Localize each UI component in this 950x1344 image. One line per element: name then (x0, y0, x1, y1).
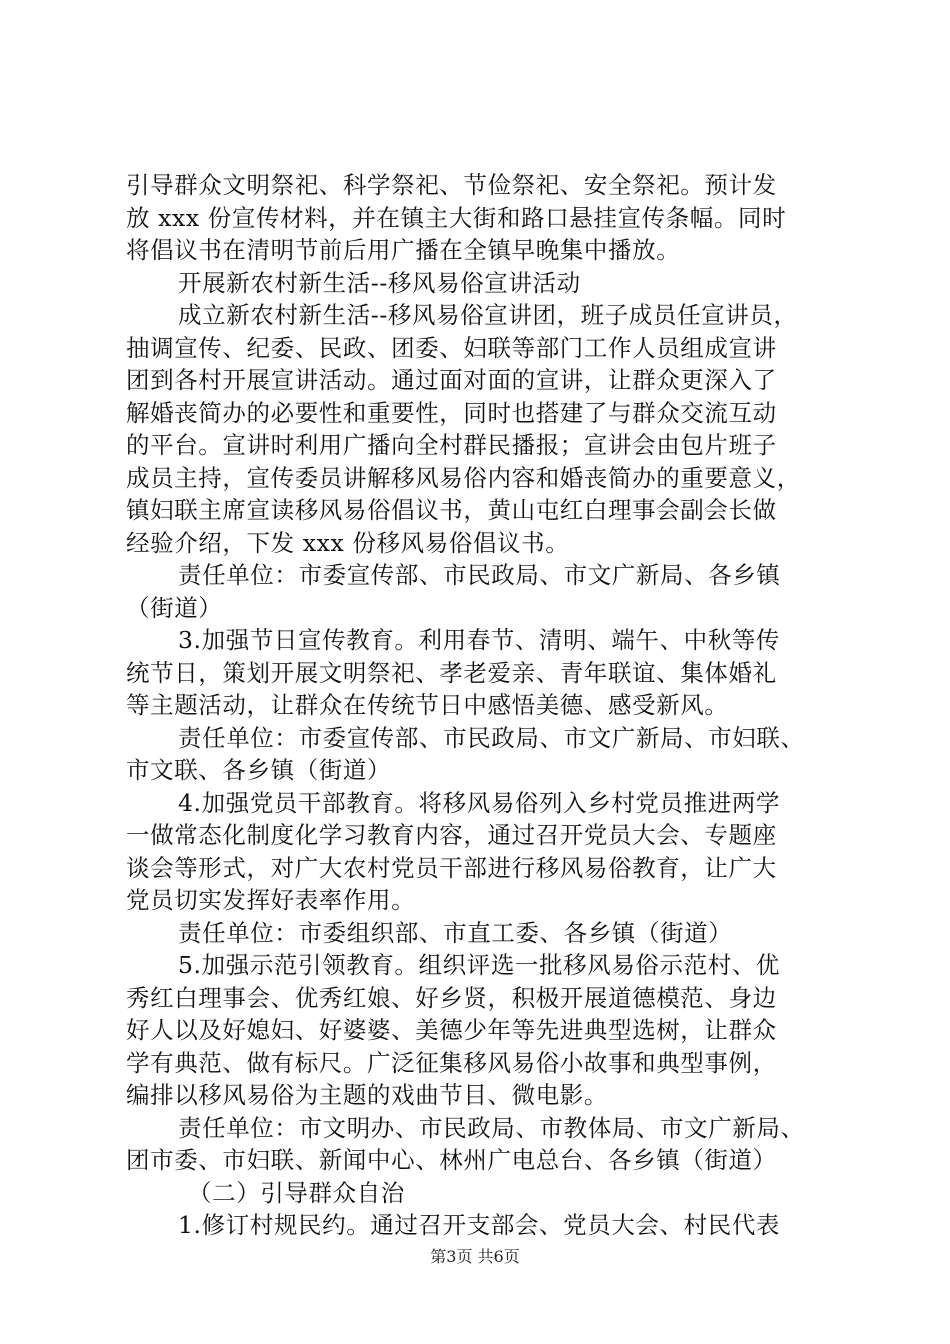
text-line: 责任单位：市文明办、市民政局、市教体局、市文广新局、 (178, 1113, 805, 1142)
text-line: 学有典范、做有标尺。广泛征集移风易俗小故事和典型事例， (126, 1048, 777, 1077)
text-line: 成员主持，宣传委员讲解移风易俗内容和婚丧简办的重要意义， (126, 463, 801, 492)
text-line: 好人以及好媳妇、好婆婆、美德少年等先进典型选树，让群众 (126, 1016, 777, 1044)
text-line: 一做常态化制度化学习教育内容，通过召开党员大会、专题座 (126, 821, 777, 849)
text-line: 镇妇联主席宣读移风易俗倡议书，黄山屯红白理事会副会长做 (126, 496, 777, 524)
text-line: 解婚丧简办的必要性和重要性，同时也搭建了与群众交流互动 (126, 398, 777, 427)
text-line: 成立新农村新生活--移风易俗宣讲团，班子成员任宣讲员， (178, 301, 798, 329)
page-footer: 第3页 共6页 (430, 1247, 520, 1266)
text-line: 等主题活动，让群众在传统节日中感悟美德、感受新风。 (126, 691, 729, 719)
text-line: 党员切实发挥好表率作用。 (126, 886, 416, 914)
text-line: 将倡议书在清明节前后用广播在全镇早晚集中播放。 (126, 236, 681, 264)
text-line: 放 xxx 份宣传材料，并在镇主大街和路口悬挂宣传条幅。同时 (126, 203, 787, 232)
text-line: 责任单位：市委组织部、市直工委、各乡镇（街道） (178, 918, 733, 947)
text-line: （街道） (126, 593, 223, 622)
text-line: 统节日，策划开展文明祭祀、孝老爱亲、青年联谊、集体婚礼 (126, 658, 777, 687)
text-line: 责任单位：市委宣传部、市民政局、市文广新局、市妇联、 (178, 723, 805, 752)
text-line: 3.加强节日宣传教育。利用春节、清明、端午、中秋等传 (178, 626, 781, 654)
text-line: 经验介绍，下发 xxx 份移风易俗倡议书。 (126, 528, 570, 557)
text-line: 引导群众文明祭祀、科学祭祀、节俭祭祀、安全祭祀。预计发 (126, 171, 777, 199)
text-line: 编排以移风易俗为主题的戏曲节目、微电影。 (126, 1081, 608, 1109)
text-line: 抽调宣传、纪委、民政、团委、妇联等部门工作人员组成宣讲 (126, 333, 777, 362)
text-line: 谈会等形式，对广大农村党员干部进行移风易俗教育，让广大 (126, 853, 777, 882)
text-line: 1.修订村规民约。通过召开支部会、党员大会、村民代表 (178, 1211, 781, 1239)
text-line: （二）引导群众自治 (188, 1178, 405, 1207)
text-line: 团市委、市妇联、新闻中心、林州广电总台、各乡镇（街道） (126, 1146, 777, 1174)
text-line: 4.加强党员干部教育。将移风易俗列入乡村党员推进两学 (178, 788, 781, 817)
text-line: 责任单位：市委宣传部、市民政局、市文广新局、各乡镇 (178, 561, 781, 589)
text-line: 团到各村开展宣讲活动。通过面对面的宣讲，让群众更深入了 (126, 366, 777, 394)
text-line: 市文联、各乡镇（街道） (126, 756, 392, 784)
text-line: 开展新农村新生活--移风易俗宣讲活动 (178, 268, 581, 297)
document-body (126, 169, 846, 1242)
text-line: 秀红白理事会、优秀红娘、好乡贤，积极开展道德模范、身边 (126, 983, 777, 1012)
text-line: 5.加强示范引领教育。组织评选一批移风易俗示范村、优 (178, 951, 781, 979)
text-line: 的平台。宣讲时利用广播向全村群民播报；宣讲会由包片班子 (126, 431, 777, 459)
